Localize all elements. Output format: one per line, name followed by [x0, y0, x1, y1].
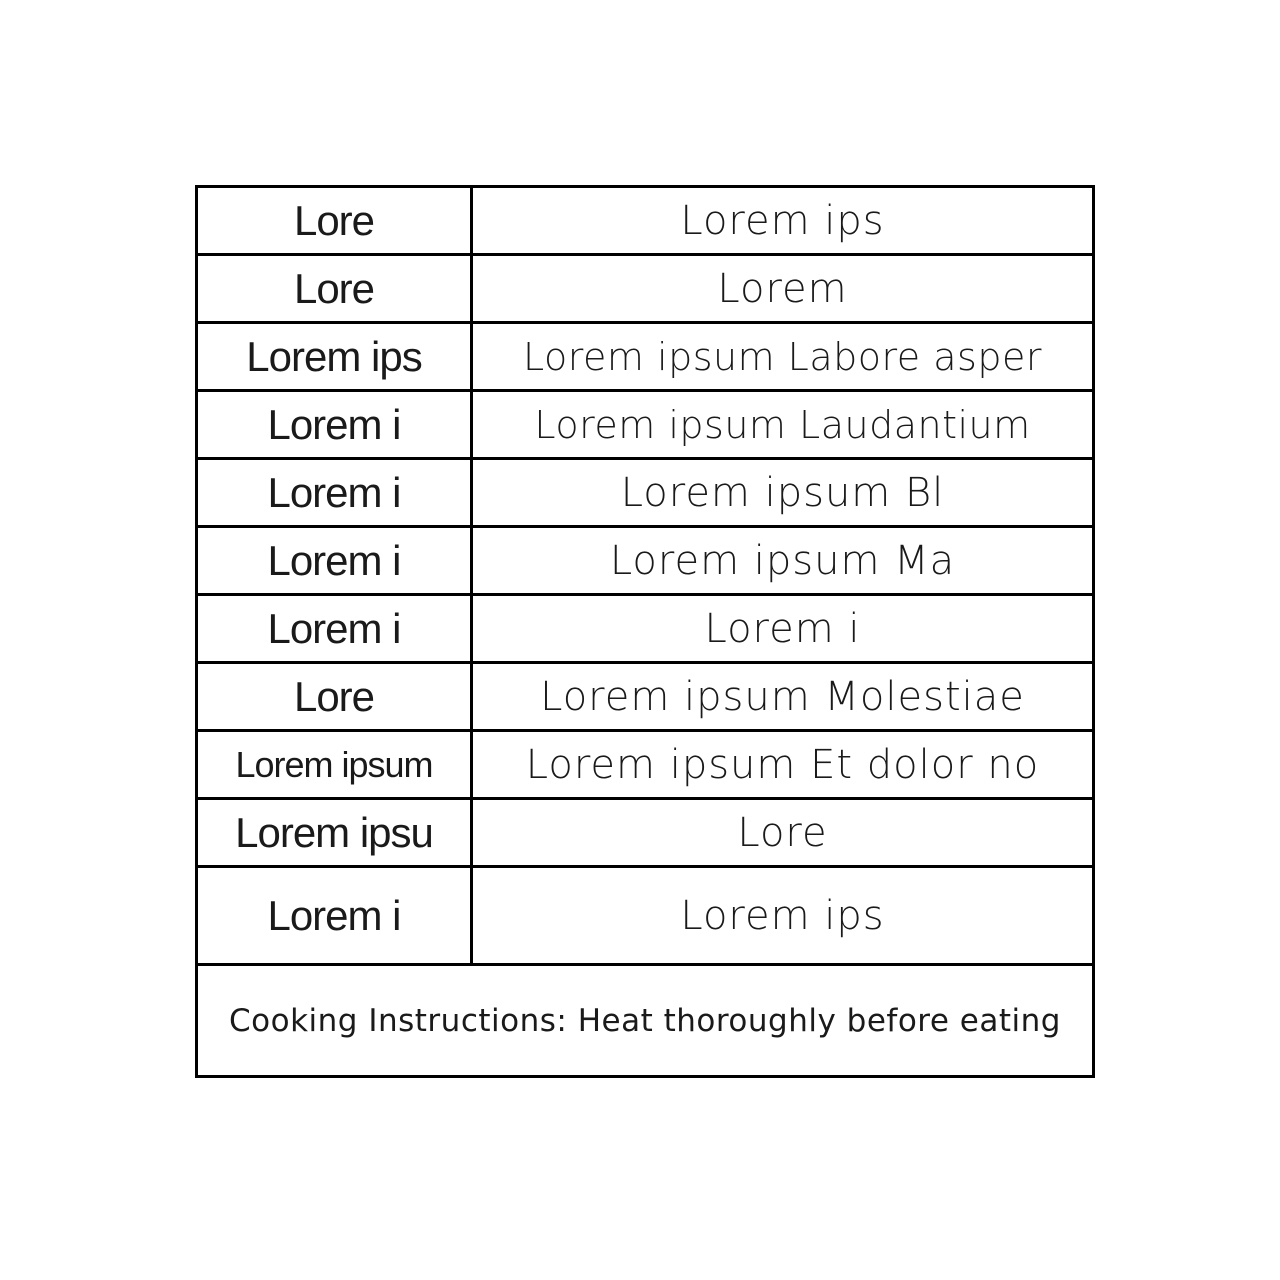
- table-row: [197, 595, 1094, 663]
- row-label: Lorem ips: [197, 323, 472, 391]
- table-row: [197, 867, 1094, 965]
- table-row: [197, 459, 1094, 527]
- row-label: Lorem i: [197, 459, 472, 527]
- table-row: [197, 255, 1094, 323]
- row-value: Lore: [472, 799, 1094, 867]
- cooking-instructions: Cooking Instructions: Heat thoroughly before eating: [197, 965, 1094, 1077]
- nutrition-label-table: [195, 185, 1095, 1078]
- row-label: Lorem i: [197, 867, 472, 965]
- row-label: Lorem ipsu: [197, 799, 472, 867]
- row-value: Lorem ipsum Labore asper: [472, 323, 1094, 391]
- row-value: Lorem: [472, 255, 1094, 323]
- row-value: Lorem ipsum Bl: [472, 459, 1094, 527]
- table-row: [197, 731, 1094, 799]
- row-label: Lorem ipsum: [197, 731, 472, 799]
- row-value: Lorem ipsum Ma: [472, 527, 1094, 595]
- table-row: [197, 187, 1094, 255]
- row-value: Lorem ipsum Laudantium: [472, 391, 1094, 459]
- row-label: Lore: [197, 255, 472, 323]
- row-label: Lorem i: [197, 391, 472, 459]
- table-row: [197, 391, 1094, 459]
- row-value: Lorem ips: [472, 187, 1094, 255]
- table-row: [197, 527, 1094, 595]
- table-row: [197, 323, 1094, 391]
- table-row: [197, 663, 1094, 731]
- row-label: Lorem i: [197, 595, 472, 663]
- row-value: Lorem ipsum Molestiae: [472, 663, 1094, 731]
- cooking-instructions-row: [197, 965, 1094, 1077]
- table-row: [197, 799, 1094, 867]
- row-value: Lorem i: [472, 595, 1094, 663]
- row-label: Lorem i: [197, 527, 472, 595]
- row-value: Lorem ipsum Et dolor no: [472, 731, 1094, 799]
- row-value: Lorem ips: [472, 867, 1094, 965]
- row-label: Lore: [197, 187, 472, 255]
- row-label: Lore: [197, 663, 472, 731]
